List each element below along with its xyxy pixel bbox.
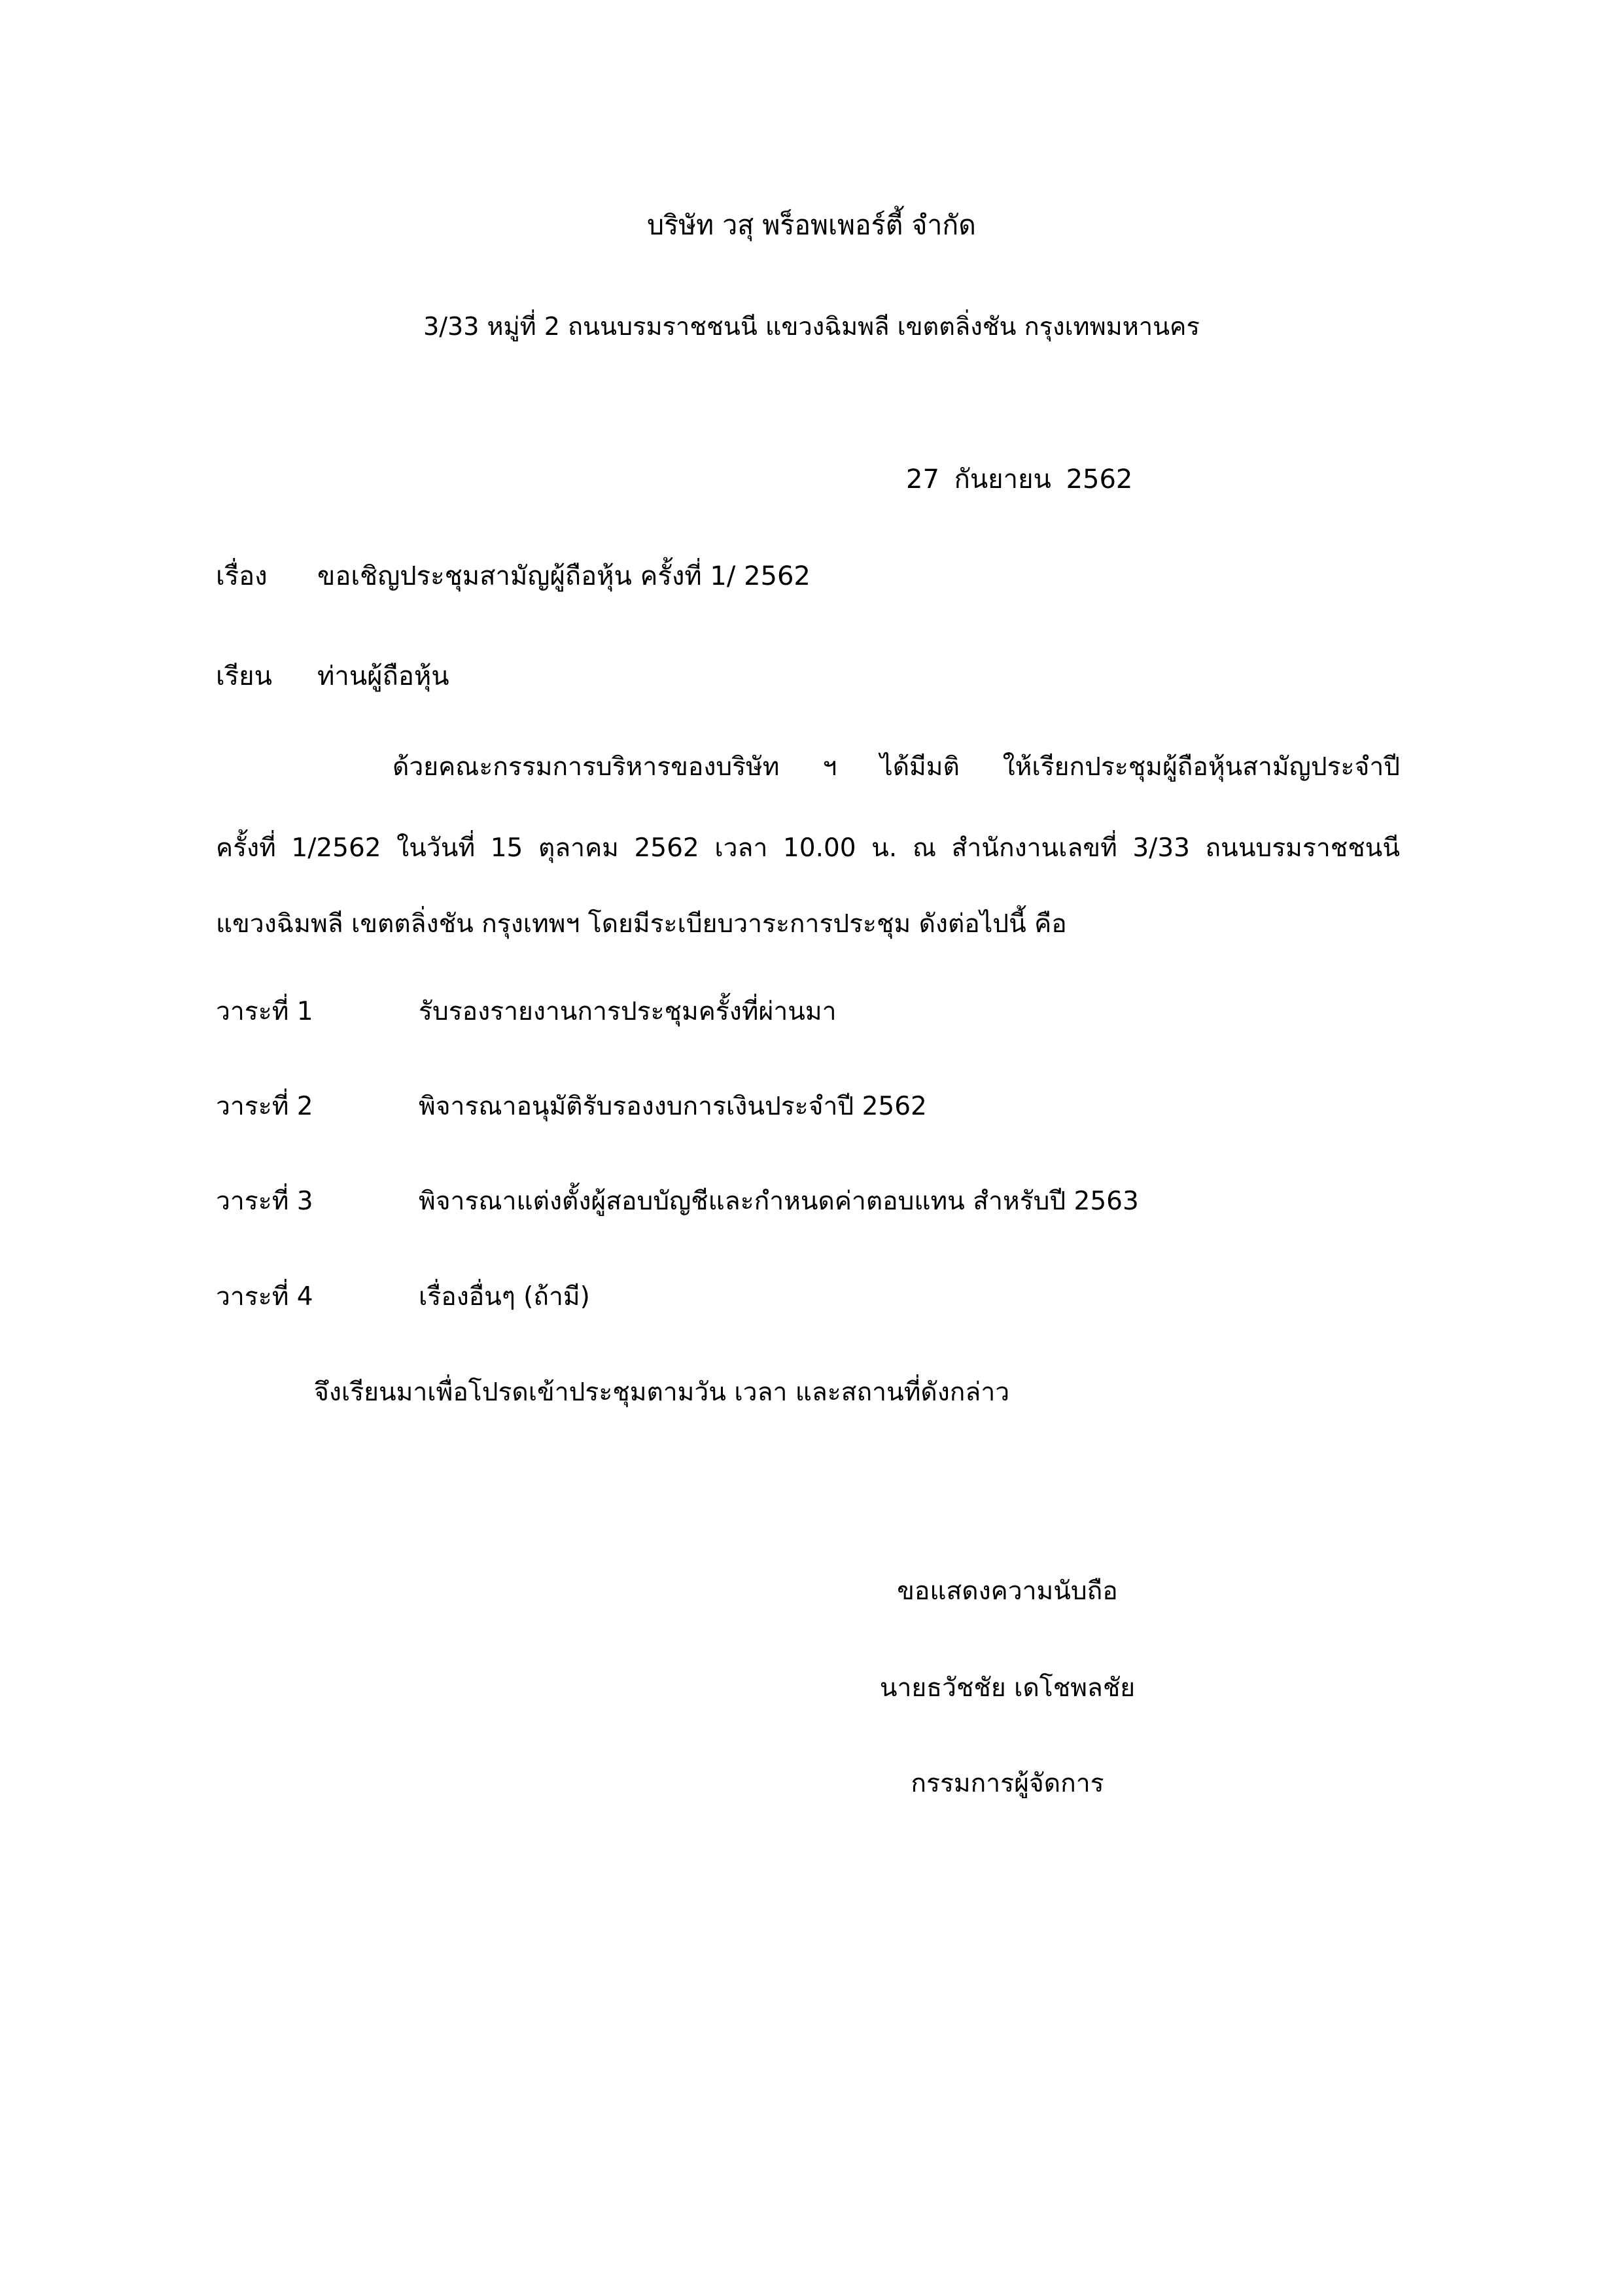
- agenda-item-4-text: เรื่องอื่นๆ (ถ้ามี): [419, 1282, 590, 1312]
- company-name: บริษัท วสุ พร็อพเพอร์ตี้ จำกัด: [647, 209, 976, 241]
- letter-date: 27 กันยายน 2562: [906, 464, 1133, 495]
- body-paragraph-line-3: แขวงฉิมพลี เขตตลิ่งชัน กรุงเทพฯ โดยมีระเบียบวาระการประชุม ดังต่อไปนี้ คือ: [216, 909, 1067, 939]
- body-paragraph-line-2: ครั้งที่ 1/2562 ในวันที่ 15 ตุลาคม 2562 เวลา 10.00 น. ณ สำนักงานเลขที่ 3/33 ถนนบรมราชชนนี: [216, 833, 1400, 863]
- agenda-item-2-text: พิจารณาอนุมัติรับรองงบการเงินประจำปี 2562: [419, 1092, 927, 1121]
- subject-label: เรื่อง: [216, 561, 268, 591]
- agenda-item-1-text: รับรองรายงานการประชุมครั้งที่ผ่านมา: [419, 997, 837, 1026]
- signature-regards: ขอแสดงความนับถือ: [897, 1576, 1118, 1606]
- subject-text: ขอเชิญประชุมสามัญผู้ถือหุ้น ครั้งที่ 1/ 2562: [317, 561, 811, 591]
- signature-title: กรรมการผู้จัดการ: [911, 1769, 1104, 1798]
- agenda-item-4-label: วาระที่ 4: [216, 1282, 313, 1312]
- signature-name: นายธวัชชัย เดโชพลชัย: [879, 1673, 1136, 1703]
- closing-sentence: จึงเรียนมาเพื่อโปรดเข้าประชุมตามวัน เวลา และสถานที่ดังกล่าว: [314, 1378, 1010, 1407]
- salutation-label: เรียน: [216, 661, 272, 691]
- agenda-item-1-label: วาระที่ 1: [216, 997, 313, 1026]
- agenda-item-3-text: พิจารณาแต่งตั้งผู้สอบบัญชีและกำหนดค่าตอบแทน สำหรับปี 2563: [419, 1187, 1139, 1216]
- agenda-item-3-label: วาระที่ 3: [216, 1187, 313, 1216]
- body-paragraph-line-1: ด้วยคณะกรรมการบริหารของบริษัท ฯ ได้มีมติ ให้เรียกประชุมผู้ถือหุ้นสามัญประจำปี: [393, 752, 1400, 782]
- agenda-item-2-label: วาระที่ 2: [216, 1092, 313, 1121]
- company-address: 3/33 หมู่ที่ 2 ถนนบรมราชชนนี แขวงฉิมพลี เขตตลิ่งชัน กรุงเทพมหานคร: [423, 312, 1200, 341]
- salutation-text: ท่านผู้ถือหุ้น: [317, 661, 449, 691]
